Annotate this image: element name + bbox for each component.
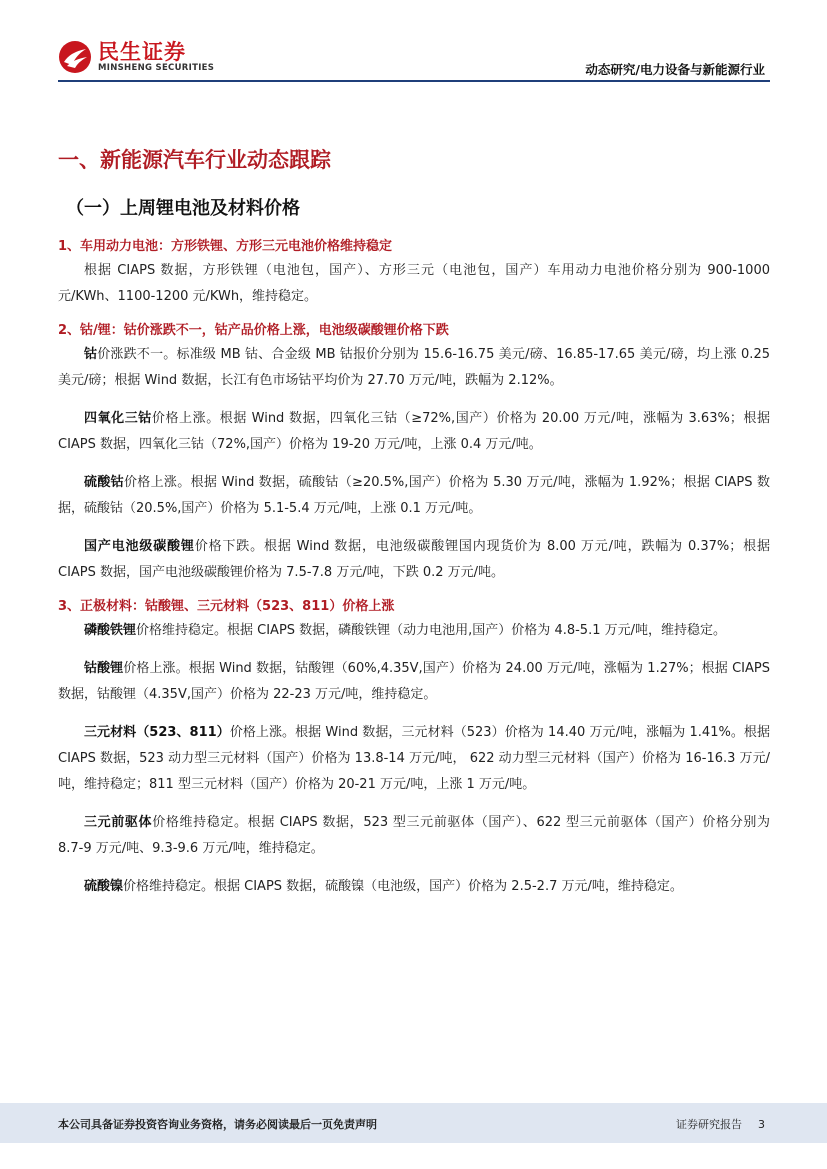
text-cobalt: 价涨跌不一。标准级 MB 钴、合金级 MB 钴报价分别为 15.6-16.75 美元/磅、16.85-17.65 美元/磅，均上涨 0.25 美元/磅；根据 Wind 数据，长江有色市场钴平均价为 27.70 万元/吨，跌幅为 2.12%。 (58, 347, 770, 388)
text-lco: 价格上涨。根据 Wind 数据，钴酸锂（60%,4.35V,国产）价格为 24.00 万元/吨，涨幅为 1.27%；根据 CIAPS 数据，钴酸锂（4.35V,国产）价格为 22-23 万元/吨，维持稳定。 (58, 661, 770, 702)
header-divider (58, 80, 770, 82)
heading-battery: 1、车用动力电池：方形铁锂、方形三元电池价格维持稳定 (58, 239, 393, 254)
term-co3o4: 四氧化三钴 (84, 411, 152, 426)
term-niso4: 硫酸镍 (84, 879, 124, 894)
paragraph-cobalt (58, 342, 770, 394)
term-cobalt: 钴 (84, 347, 98, 362)
paragraph-lfp (58, 618, 770, 644)
text-ncm: 价格上涨。根据 Wind 数据，三元材料（523）价格为 14.40 万元/吨，涨幅为 1.41%。根据 CIAPS 数据，523 动力型三元材料（国产）价格为 13.8-14 万元/吨， 622 动力型三元材料（国产）价格为 16-16.3 万元/吨，维持稳定；811 型三元材料（国产）价格为 20-21 万元/吨，上涨 1 万元/吨。 (58, 725, 770, 792)
page-header (0, 0, 827, 86)
logo-english-name: MINSHENG SECURITIES (98, 62, 215, 73)
paragraph-li2co3 (58, 534, 770, 586)
text-li2co3: 价格下跌。根据 Wind 数据，电池级碳酸锂国内现货价为 8.00 万元/吨，跌幅为 0.37%；根据 CIAPS 数据，国产电池级碳酸锂价格为 7.5-7.8 万元/吨，下跌 0.2 万元/吨。 (58, 539, 770, 580)
term-li2co3: 国产电池级碳酸锂 (84, 539, 195, 554)
paragraph-battery: 根据 CIAPS 数据，方形铁锂（电池包，国产）、方形三元（电池包，国产）车用动力电池价格分别为 900-1000 元/KWh、1100-1200 元/KWh，维持稳定。 (58, 263, 770, 304)
paragraph-co3o4 (58, 406, 770, 458)
text-co3o4: 价格上涨。根据 Wind 数据，四氧化三钴（≥72%,国产）价格为 20.00 万元/吨，涨幅为 3.63%；根据 CIAPS 数据，四氧化三钴（72%,国产）价格为 19-20 万元/吨，上涨 0.4 万元/吨。 (58, 411, 770, 452)
footer-right (660, 1116, 765, 1132)
text-precursor: 价格维持稳定。根据 CIAPS 数据，523 型三元前驱体（国产）、622 型三元前驱体（国产）价格分别为 8.7-9 万元/吨、9.3-9.6 万元/吨，维持稳定。 (58, 815, 770, 856)
page-number: 3 (758, 1118, 765, 1131)
text-coso4: 价格上涨。根据 Wind 数据，硫酸钴（≥20.5%,国产）价格为 5.30 万元/吨，涨幅为 1.92%；根据 CIAPS 数据，硫酸钴（20.5%,国产）价格为 5.1-5.4 万元/吨，上涨 0.1 万元/吨。 (58, 475, 770, 516)
paragraph-lco (58, 656, 770, 708)
term-lfp: 磷酸铁锂 (84, 623, 137, 638)
term-coso4: 硫酸钴 (84, 475, 124, 490)
company-logo (58, 40, 214, 74)
heading-cathode: 3、正极材料：钴酸锂、三元材料（523、811）价格上涨 (58, 599, 395, 614)
heading-cobalt-lithium: 2、钴/锂：钴价涨跌不一，钴产品价格上涨，电池级碳酸锂价格下跌 (58, 323, 449, 338)
term-lco: 钴酸锂 (84, 661, 124, 676)
logo-chinese-name: 民生证券 (98, 39, 186, 64)
report-category: 动态研究/电力设备与新能源行业 (585, 62, 765, 77)
section-title: 一、新能源汽车行业动态跟踪 (58, 147, 331, 172)
paragraph-precursor (58, 810, 770, 862)
text-lfp: 价格维持稳定。根据 CIAPS 数据，磷酸铁锂（动力电池用,国产）价格为 4.8-5.1 万元/吨，维持稳定。 (136, 623, 726, 638)
paragraph-ncm (58, 720, 770, 798)
term-ncm: 三元材料（523、811） (84, 725, 230, 740)
term-precursor: 三元前驱体 (84, 815, 153, 830)
footer-report-type: 证券研究报告 (676, 1118, 742, 1131)
main-content (58, 140, 770, 900)
paragraph-coso4 (58, 470, 770, 522)
paragraph-niso4 (58, 874, 770, 900)
text-niso4: 价格维持稳定。根据 CIAPS 数据，硫酸镍（电池级，国产）价格为 2.5-2.7 万元/吨，维持稳定。 (123, 879, 683, 894)
subsection-title: （一）上周锂电池及材料价格 (66, 198, 300, 219)
page-footer (0, 1103, 827, 1143)
minsheng-logo-icon (58, 40, 92, 74)
footer-disclaimer: 本公司具备证券投资咨询业务资格，请务必阅读最后一页免责声明 (58, 1118, 377, 1131)
